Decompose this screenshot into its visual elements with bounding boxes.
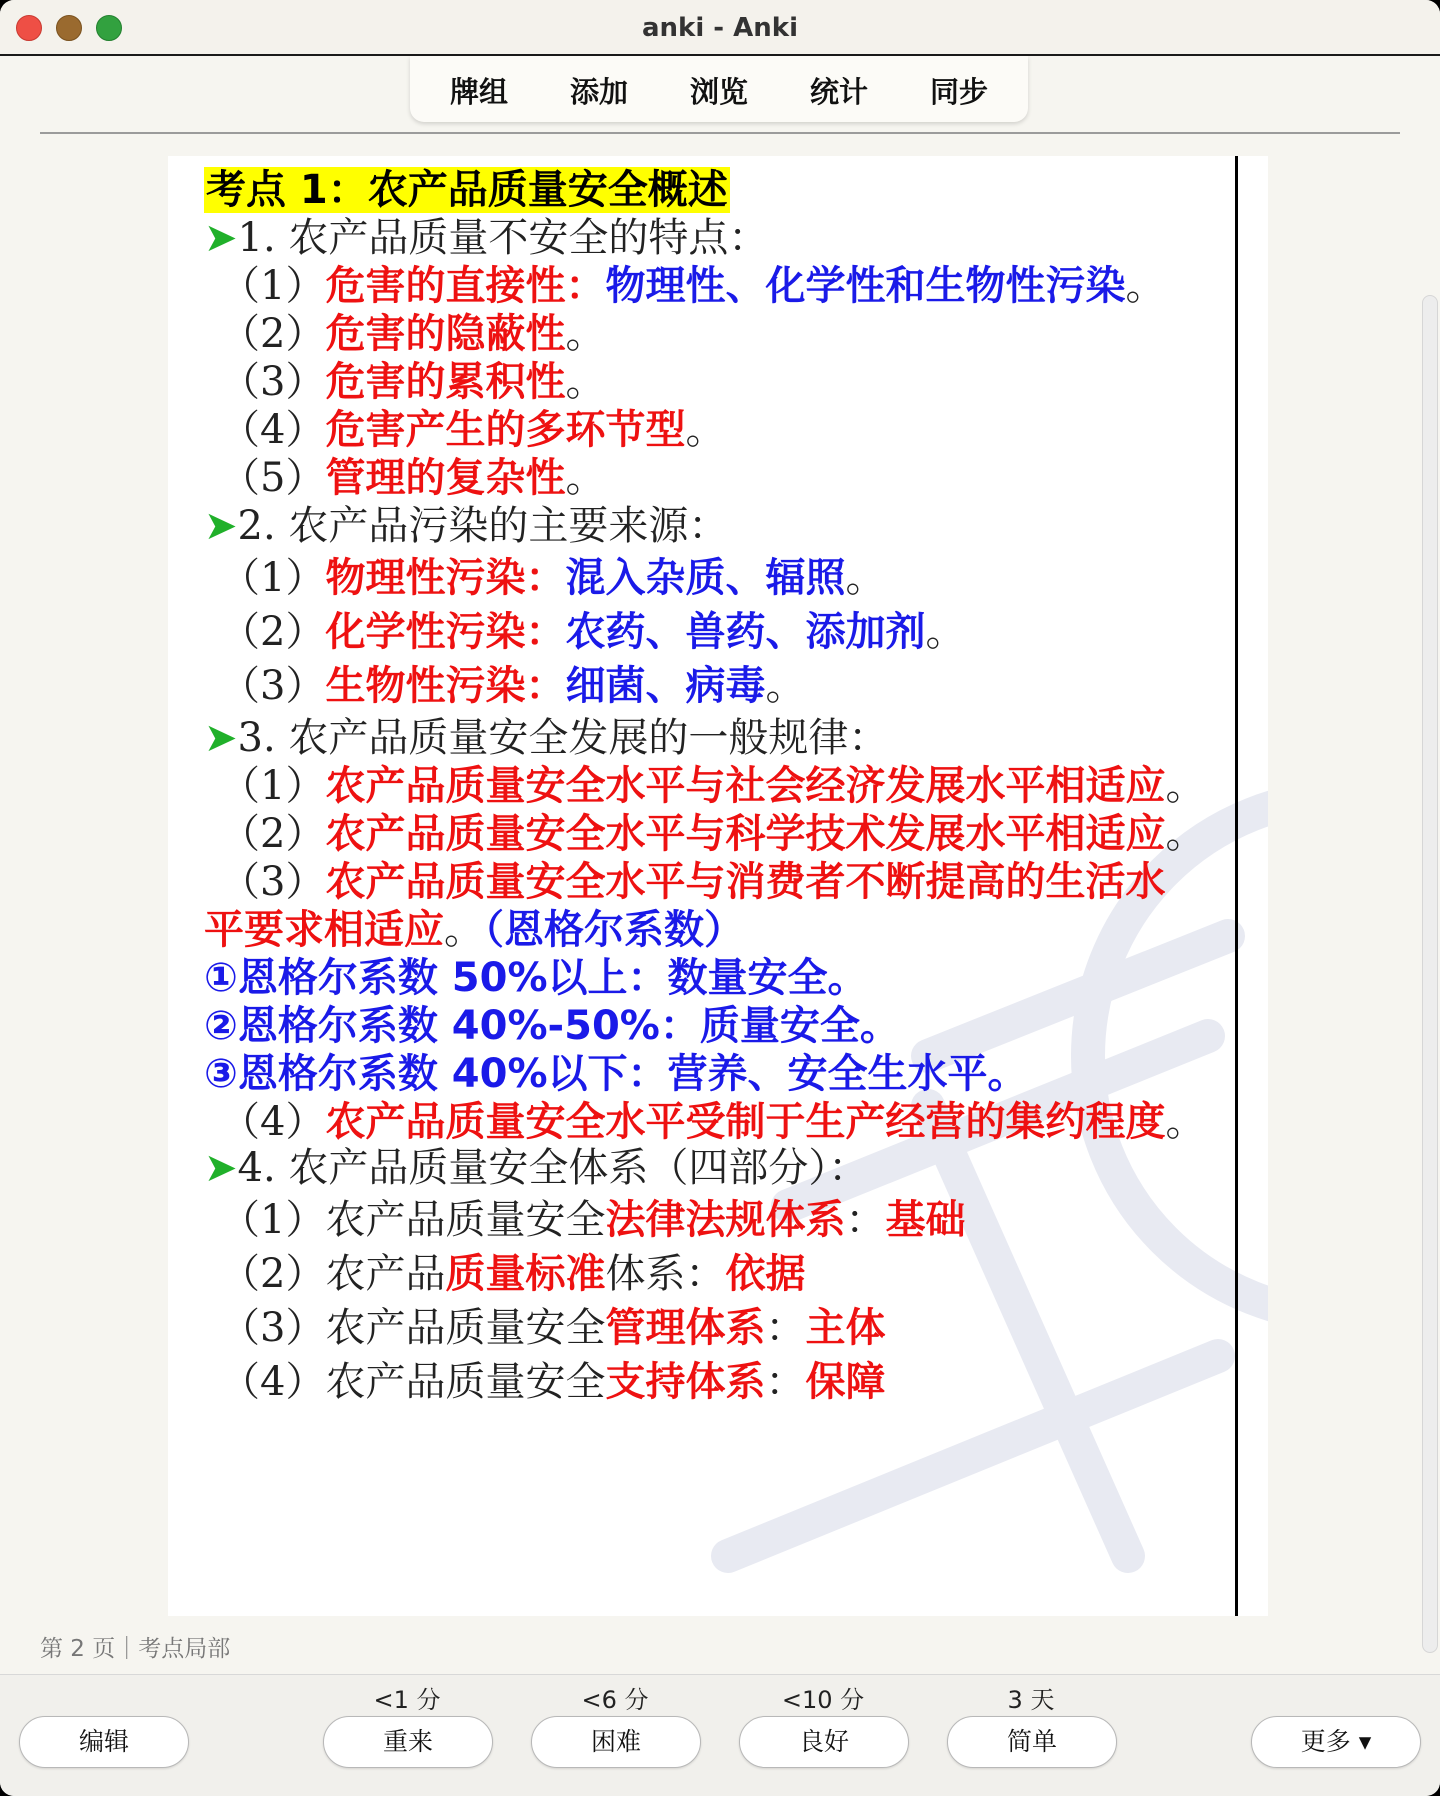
card-footer: 第 2 页｜考点局部 [40, 1636, 231, 1662]
scrollbar[interactable] [1422, 295, 1438, 1653]
s4-item-2: （2）农产品质量标准体系：依据 [220, 1251, 806, 1297]
title-bar [0, 0, 1440, 56]
s1-item-2: （2）危害的隐蔽性。 [220, 311, 606, 357]
s4-item-3: （3）农产品质量安全管理体系：主体 [220, 1305, 886, 1351]
nav-sync[interactable]: 同步 [930, 75, 989, 109]
nav-stats[interactable]: 统计 [810, 75, 869, 109]
s3-item-1: （1）农产品质量安全水平与社会经济发展水平相适应。 [220, 763, 1206, 809]
s1-title: ➤1. 农产品质量不安全的特点： [204, 215, 769, 261]
arrow-icon: ➤ [204, 1145, 238, 1191]
engel-3: ③恩格尔系数 40%以下：营养、安全生水平。 [204, 1051, 1028, 1097]
s1-item-1: （1）危害的直接性：物理性、化学性和生物性污染。 [220, 263, 1166, 309]
easy-button[interactable]: 简单 [947, 1716, 1117, 1768]
again-interval: <1 分 [373, 1686, 441, 1714]
s2-item-3: （3）生物性污染：细菌、病毒。 [220, 663, 806, 709]
s3-item-4: （4）农产品质量安全水平受制于生产经营的集约程度。 [220, 1099, 1206, 1145]
window-title: anki - Anki [642, 13, 798, 43]
main-toolbar [410, 56, 1028, 122]
s1-item-5: （5）管理的复杂性。 [220, 455, 606, 501]
arrow-icon: ➤ [204, 215, 238, 261]
arrow-icon: ➤ [204, 503, 238, 549]
nav-decks[interactable]: 牌组 [450, 75, 509, 109]
engel-1: ①恩格尔系数 50%以上：数量安全。 [204, 955, 868, 1001]
hard-interval: <6 分 [581, 1686, 649, 1714]
card-content [168, 156, 1268, 1616]
good-interval: <10 分 [781, 1686, 865, 1714]
again-button[interactable]: 重来 [323, 1716, 493, 1768]
s3-title: ➤3. 农产品质量安全发展的一般规律： [204, 715, 889, 761]
s1-item-3: （3）危害的累积性。 [220, 359, 606, 405]
s4-item-4: （4）农产品质量安全支持体系：保障 [220, 1359, 886, 1405]
arrow-icon: ➤ [204, 715, 238, 761]
edit-button[interactable]: 编辑 [19, 1716, 189, 1768]
s3-item-3: （3）农产品质量安全水平与消费者不断提高的生活水 [220, 859, 1166, 905]
s1-item-4: （4）危害产生的多环节型。 [220, 407, 726, 453]
easy-interval: 3 天 [1007, 1686, 1055, 1714]
more-button[interactable]: 更多 ▾ [1251, 1716, 1421, 1768]
s3-item-2: （2）农产品质量安全水平与科学技术发展水平相适应。 [220, 811, 1206, 857]
engel-2: ②恩格尔系数 40%-50%：质量安全。 [204, 1003, 900, 1049]
s3-item-3-cont: 平要求相适应。（恩格尔系数） [204, 907, 744, 953]
s4-item-1: （1）农产品质量安全法律法规体系：基础 [220, 1197, 966, 1243]
answer-bar [0, 1674, 1440, 1796]
s2-item-1: （1）物理性污染：混入杂质、辐照。 [220, 555, 886, 601]
card-border-line [1235, 156, 1238, 1616]
toolbar-divider [40, 132, 1400, 134]
good-button[interactable]: 良好 [739, 1716, 909, 1768]
nav-add[interactable]: 添加 [570, 75, 629, 109]
section-heading: 考点 1：农产品质量安全概述 [206, 167, 728, 213]
hard-button[interactable]: 困难 [531, 1716, 701, 1768]
s2-item-2: （2）化学性污染：农药、兽药、添加剂。 [220, 609, 966, 655]
nav-browse[interactable]: 浏览 [690, 75, 749, 109]
s4-title: ➤4. 农产品质量安全体系（四部分）： [204, 1145, 869, 1191]
s2-title: ➤2. 农产品污染的主要来源： [204, 503, 729, 549]
